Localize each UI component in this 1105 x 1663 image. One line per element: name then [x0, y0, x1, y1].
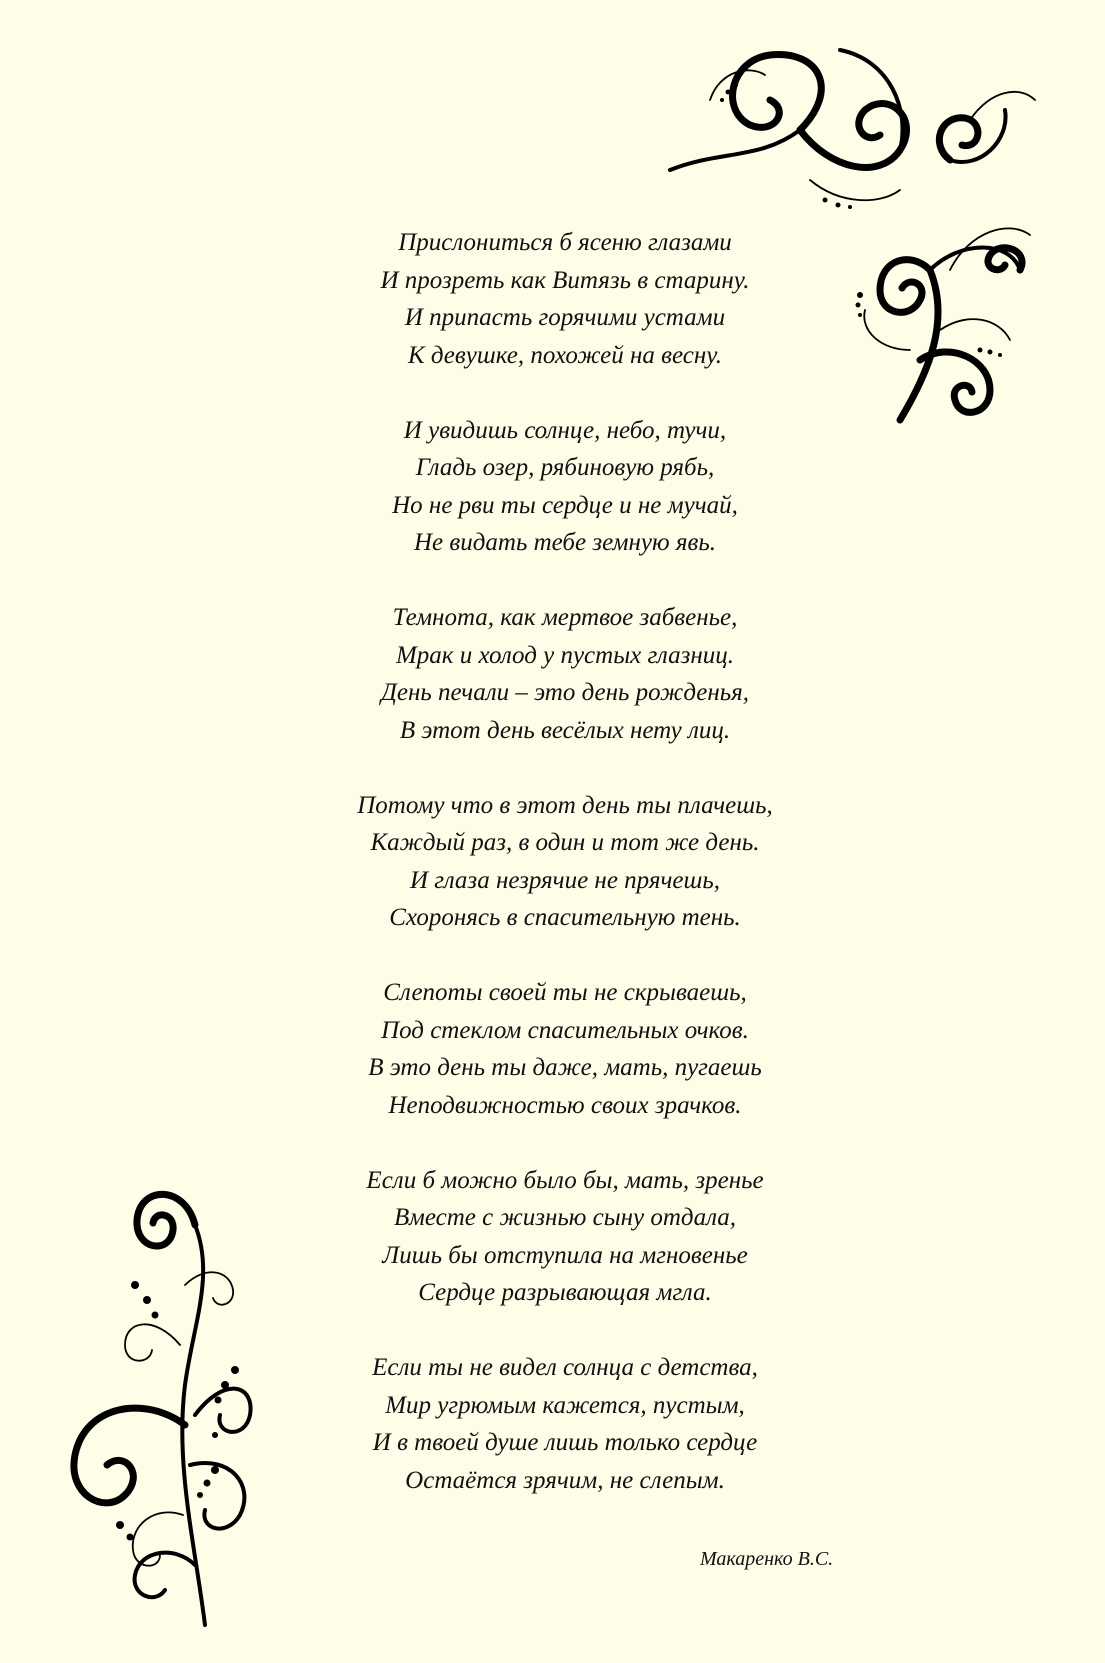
poem-line: Мрак и холод у пустых глазниц. [395, 641, 735, 669]
swirl-ornament-top-icon [650, 30, 1040, 230]
poem-line: Потому что в этот день ты плачешь, [357, 791, 773, 819]
poem-line: Мир угрюмым кажется, пустым, [385, 1391, 745, 1419]
poem-line: Если б можно было бы, мать, зренье [366, 1166, 764, 1194]
poem-line: И припасть горячими устами [404, 304, 726, 331]
poem-line: Гладь озер, рябиновую рябь, [415, 454, 715, 481]
swirl-ornament-right-icon [840, 210, 1050, 460]
poem-line: Вместе с жизнью сыну отдала, [393, 1204, 737, 1231]
stanza [260, 599, 870, 749]
poem-line: Схоронясь в спасительную тень. [389, 904, 741, 931]
poem [260, 224, 870, 1537]
poem-line: Темнота, как мертвое забвенье, [392, 604, 738, 631]
poem-line: Каждый раз, в один и тот же день. [370, 829, 760, 856]
poem-line: Остаётся зрячим, не слепым. [405, 1466, 725, 1494]
stanza [260, 412, 870, 562]
poem-line: К девушке, похожей на весну. [407, 341, 723, 369]
poem-line: Если ты не видел солнца с детства, [372, 1354, 758, 1381]
stanza [260, 787, 870, 937]
poem-line: Сердце разрывающая мгла. [418, 1279, 712, 1306]
poem-line: Не видать тебе земную явь. [414, 529, 716, 556]
author-name: Макаренко В.С. [700, 1548, 834, 1570]
poem-line: День печали – это день рожденья, [380, 679, 750, 706]
poem-line: И прозреть как Витязь в старину. [380, 266, 750, 294]
poem-line: Слепоты своей ты не скрываешь, [383, 979, 747, 1006]
stanza [260, 1162, 870, 1312]
poem-line: В этот день весёлых нету лиц. [399, 716, 731, 744]
poem-line: Неподвижностью своих зрачков. [388, 1091, 742, 1119]
poem-line: Под стеклом спасительных очков. [381, 1016, 749, 1044]
poem-line: Прислониться б ясеню глазами [398, 229, 732, 256]
poem-line: Лишь бы отступила на мгновенье [382, 1241, 748, 1269]
poem-line: Но не рви ты сердце и не мучай, [392, 491, 738, 519]
stanza [260, 1349, 870, 1499]
poem-line: И увидишь солнце, небо, тучи, [403, 416, 727, 444]
poem-line: И в твоей душе лишь только сердце [372, 1429, 758, 1456]
stanza [260, 224, 870, 374]
floral-swirl-ornament-icon [55, 1165, 275, 1635]
poem-line: В это день ты даже, мать, пугаешь [368, 1054, 762, 1081]
poem-line: И глаза незрячие не прячешь, [410, 866, 720, 894]
stanza [260, 974, 870, 1124]
